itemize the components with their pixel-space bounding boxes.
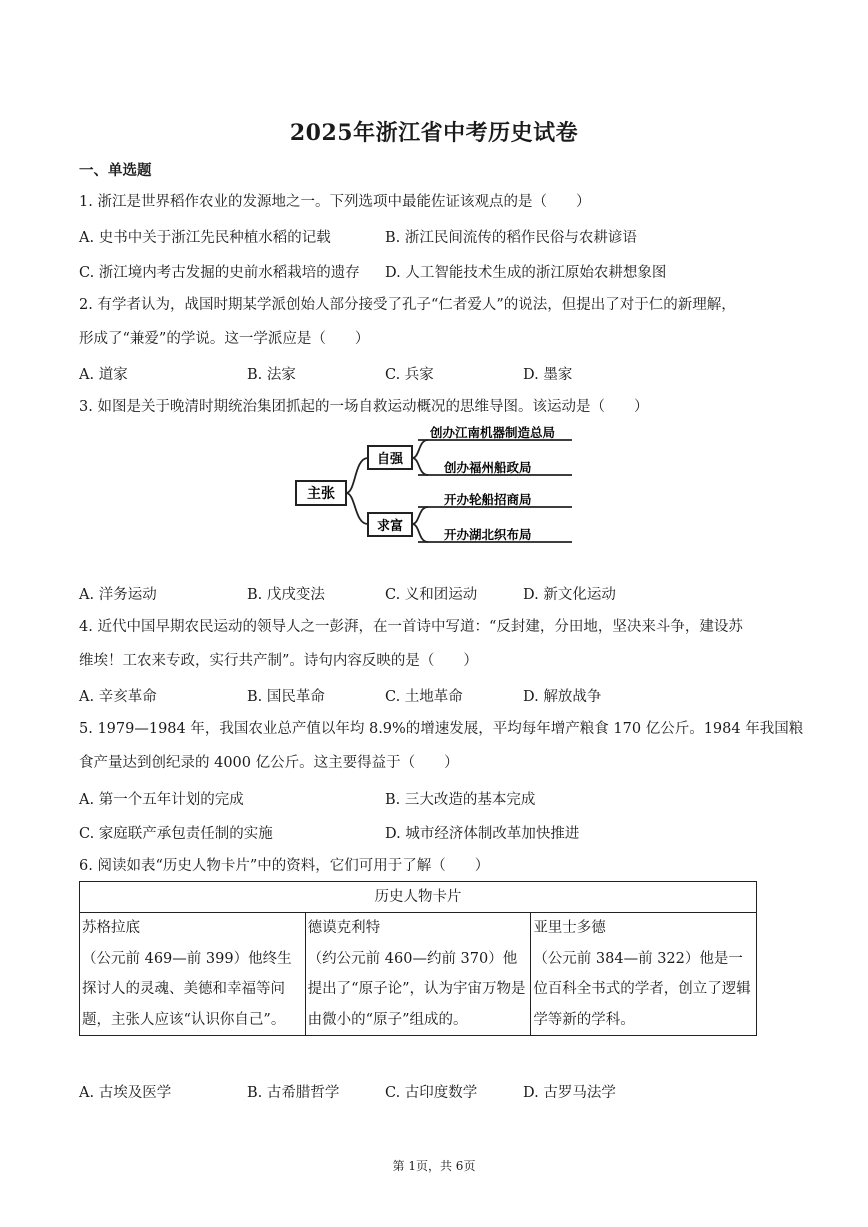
mind-map-item-4: 开办湖北织布局: [444, 527, 532, 542]
question-4-stem: 4. 近代中国早期农民运动的领导人之一彭湃，在一首诗中写道：“反封建，分田地，坚决来斗争，建设苏: [79, 619, 743, 635]
connector-root-qiufu: [346, 493, 368, 524]
q2-option-a[interactable]: A. 道家: [79, 367, 128, 383]
question-4-stem-line2: 维埃！工农来专政，实行共产制”。诗句内容反映的是（ ）: [79, 653, 478, 669]
section-heading: 一、单选题: [79, 162, 152, 179]
q4-option-c[interactable]: C. 土地革命: [385, 689, 463, 705]
connector-ziqiang-1: [412, 440, 428, 458]
q4-option-d[interactable]: D. 解放战争: [523, 689, 602, 705]
q4-option-b[interactable]: B. 国民革命: [247, 689, 325, 705]
card-text-democritus: （约公元前 460—约前 370）他提出了“原子论”，认为宇宙万物是由微小的“原子”组成的。: [307, 950, 526, 1028]
question-3-stem: 3. 如图是关于晚清时期统治集团抓起的一场自救运动概况的思维导图。该运动是（ ）: [79, 399, 649, 415]
branch-label-ziqiang: 自强: [376, 452, 404, 467]
q3-option-b[interactable]: B. 戊戌变法: [247, 587, 325, 603]
q1-option-c[interactable]: C. 浙江境内考古发掘的史前水稻栽培的遗存: [79, 265, 360, 281]
q3-option-a[interactable]: A. 洋务运动: [79, 587, 157, 603]
question-5-stem: 5. 1979—1984 年，我国农业总产值以年均 8.9%的增速发展，平均每年增产粮食 170 亿公斤。1984 年我国粮: [79, 721, 804, 737]
q6-option-c[interactable]: C. 古印度数学: [385, 1085, 478, 1101]
q1-option-b[interactable]: B. 浙江民间流传的稻作民俗与农耕谚语: [385, 230, 637, 246]
q2-option-d[interactable]: D. 墨家: [523, 367, 573, 383]
mind-map-item-3: 开办轮船招商局: [444, 492, 532, 507]
connector-root-ziqiang: [346, 458, 368, 493]
q5-option-c[interactable]: C. 家庭联产承包责任制的实施: [79, 826, 273, 842]
q6-option-d[interactable]: D. 古罗马法学: [523, 1085, 616, 1101]
card-cell-aristotle: [531, 913, 757, 1036]
question-6-stem: 6. 阅读如表“历史人物卡片”中的资料，它们可用于了解（ ）: [79, 858, 490, 874]
branch-label-qiufu: 求富: [376, 519, 404, 534]
card-cell-democritus: [305, 913, 531, 1036]
q5-option-d[interactable]: D. 城市经济体制改革加快推进: [385, 826, 580, 842]
mind-map-diagram: [290, 418, 580, 550]
mind-map-root-label: 主张: [307, 486, 335, 502]
question-5-stem-line2: 食产量达到创纪录的 4000 亿公斤。这主要得益于（ ）: [79, 755, 459, 771]
q3-option-c[interactable]: C. 义和团运动: [385, 587, 478, 603]
card-table-header: 历史人物卡片: [80, 882, 757, 913]
card-name-socrates: 苏格拉底: [82, 920, 140, 936]
q5-option-b[interactable]: B. 三大改造的基本完成: [385, 792, 536, 808]
q2-option-c[interactable]: C. 兵家: [385, 367, 434, 383]
connector-qiufu-1: [412, 507, 428, 524]
q1-option-d[interactable]: D. 人工智能技术生成的浙江原始农耕想象图: [385, 265, 667, 281]
question-2-stem: 2. 有学者认为，战国时期某学派创始人部分接受了孔子“仁者爱人”的说法，但提出了对于仁的新理解，: [79, 297, 736, 313]
card-text-socrates: （公元前 469—前 399）他终生探讨人的灵魂、美德和幸福等问题，主张人应该“认识你自己”。: [82, 950, 292, 1028]
q5-option-a[interactable]: A. 第一个五年计划的完成: [79, 792, 244, 808]
question-1-stem: 1. 浙江是世界稻作农业的发源地之一。下列选项中最能佐证该观点的是（ ）: [79, 194, 591, 210]
q1-option-a[interactable]: A. 史书中关于浙江先民种植水稻的记载: [79, 230, 331, 246]
q2-option-b[interactable]: B. 法家: [247, 367, 296, 383]
card-name-democritus: 德谟克利特: [307, 920, 381, 936]
card-cell-socrates: [80, 913, 306, 1036]
q3-option-d[interactable]: D. 新文化运动: [523, 587, 616, 603]
question-2-stem-line2: 形成了“兼爱”的学说。这一学派应是（ ）: [79, 331, 370, 347]
mind-map-item-2: 创办福州船政局: [444, 460, 532, 475]
mind-map-item-1: 创办江南机器制造总局: [430, 425, 556, 440]
q6-option-b[interactable]: B. 古希腊哲学: [247, 1085, 340, 1101]
q4-option-a[interactable]: A. 辛亥革命: [79, 689, 157, 705]
q6-option-a[interactable]: A. 古埃及医学: [79, 1085, 172, 1101]
page-footer: 第 1页，共 6页: [392, 1159, 476, 1173]
page-title: 2025年浙江省中考历史试卷: [289, 120, 579, 146]
connector-ziqiang-2: [412, 458, 428, 475]
card-text-aristotle: （公元前 384—前 322）他是一位百科全书式的学者，创立了逻辑学等新的学科。: [533, 950, 751, 1028]
connector-qiufu-2: [412, 524, 428, 542]
history-figure-card-table: [79, 881, 757, 1036]
card-name-aristotle: 亚里士多德: [533, 920, 606, 936]
